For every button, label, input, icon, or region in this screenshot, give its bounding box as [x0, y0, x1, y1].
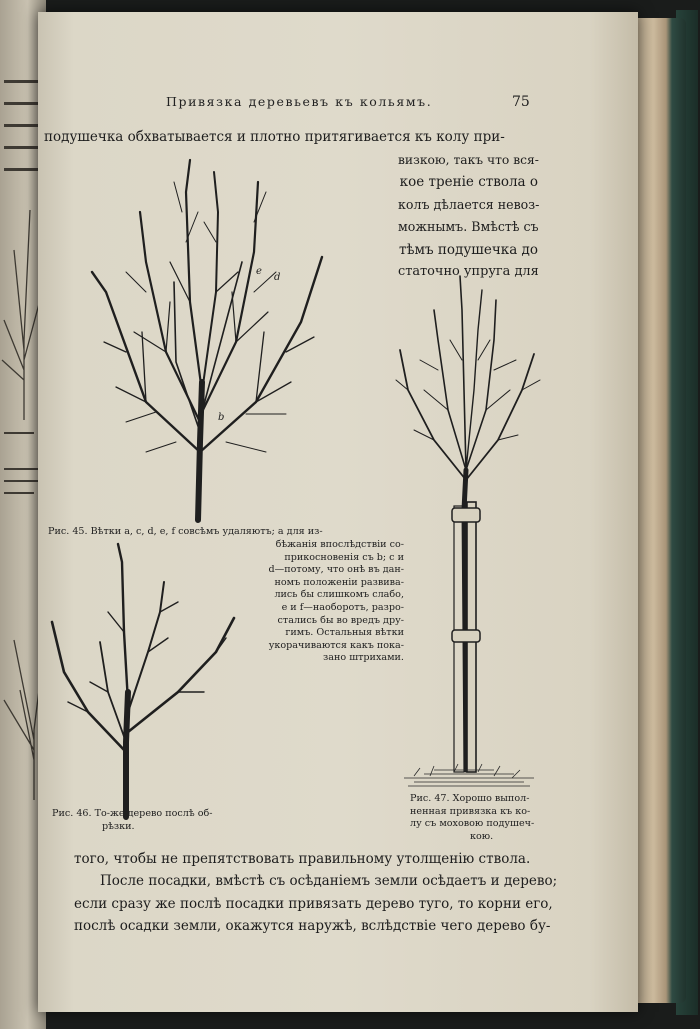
page-stack-edge: [636, 18, 686, 1003]
figure-45-caption: [48, 526, 398, 539]
text-line: послѣ осадки земли, окажутся наружѣ, вслѣдствіе чего дерево бу-: [74, 918, 551, 935]
figure-47-staked-tree: [394, 270, 544, 792]
text-line: После посадки, вмѣстѣ съ осѣданіемъ земли осѣдаетъ и дерево;: [100, 873, 558, 890]
caption-line: укорачиваются какъ пока-: [268, 639, 404, 651]
branch-label-e: e: [256, 266, 262, 277]
figure-45-tree: [86, 152, 336, 522]
figure-45-caption-wrap: [244, 539, 404, 665]
text-line: того, чтобы не препятствовать правильному утолщенію ствола.: [74, 851, 531, 867]
caption-line: Рис. 45. Вѣтки a, c, d, e, f совсѣмъ удаляютъ; a для из-: [48, 526, 323, 537]
caption-line: Рис. 47. Хорошо выпол-: [410, 793, 530, 804]
caption-line: лись бы слишкомъ слабо,: [274, 589, 404, 601]
branch-label-d: d: [274, 272, 281, 283]
text-line: можнымъ. Вмѣстѣ съ: [398, 219, 539, 235]
caption-line: d—потому, что онѣ въ дан-: [268, 564, 404, 576]
caption-line: номъ положеніи развива-: [274, 576, 404, 588]
caption-line: прикосновенія съ b; c и: [284, 551, 404, 563]
running-title: Привязка деревьевъ къ кольямъ.: [166, 94, 433, 109]
text-line: статочно упруга для: [398, 264, 539, 280]
paragraph-top: [44, 126, 534, 148]
caption-line: стались бы во вредъ дру-: [277, 614, 404, 626]
caption-line: рѣзки.: [102, 820, 135, 832]
caption-line: Рис. 46. То-же дерево послѣ об-: [52, 808, 213, 819]
page-header: [38, 94, 638, 114]
figure-46-pruned-tree: [48, 542, 248, 822]
paragraph-bottom: [74, 848, 586, 938]
text-line: визкою, такъ что вся-: [398, 153, 539, 167]
caption-line: ненная привязка къ ко-: [410, 805, 531, 817]
caption-line: e и f—наоборотъ, разро-: [281, 601, 404, 613]
text-line: колъ дѣлается невоз-: [398, 196, 540, 212]
figure-47-caption: [410, 793, 560, 843]
text-line: если сразу же послѣ посадки привязать дерево туго, то корни его,: [74, 895, 553, 912]
text-line: кое треніе ствола о: [399, 174, 538, 191]
book-page: [38, 12, 638, 1012]
caption-line: бѣжанія впослѣдствіи со-: [275, 539, 404, 550]
text-line: тѣмъ подушечка до: [398, 241, 538, 258]
caption-line: зано штрихами.: [323, 652, 404, 664]
caption-line: лу съ моховою подушеч-: [410, 818, 535, 830]
figure-46-caption: [52, 808, 232, 833]
text-line: подушечка обхватывается и плотно притягивается къ колу при-: [44, 129, 505, 145]
page-number: 75: [512, 94, 530, 110]
paragraph-wrap: [398, 149, 538, 283]
caption-line: кою.: [470, 830, 494, 842]
branch-label-b: b: [218, 412, 225, 423]
caption-line: гимъ. Остальныя вѣтки: [285, 627, 404, 639]
